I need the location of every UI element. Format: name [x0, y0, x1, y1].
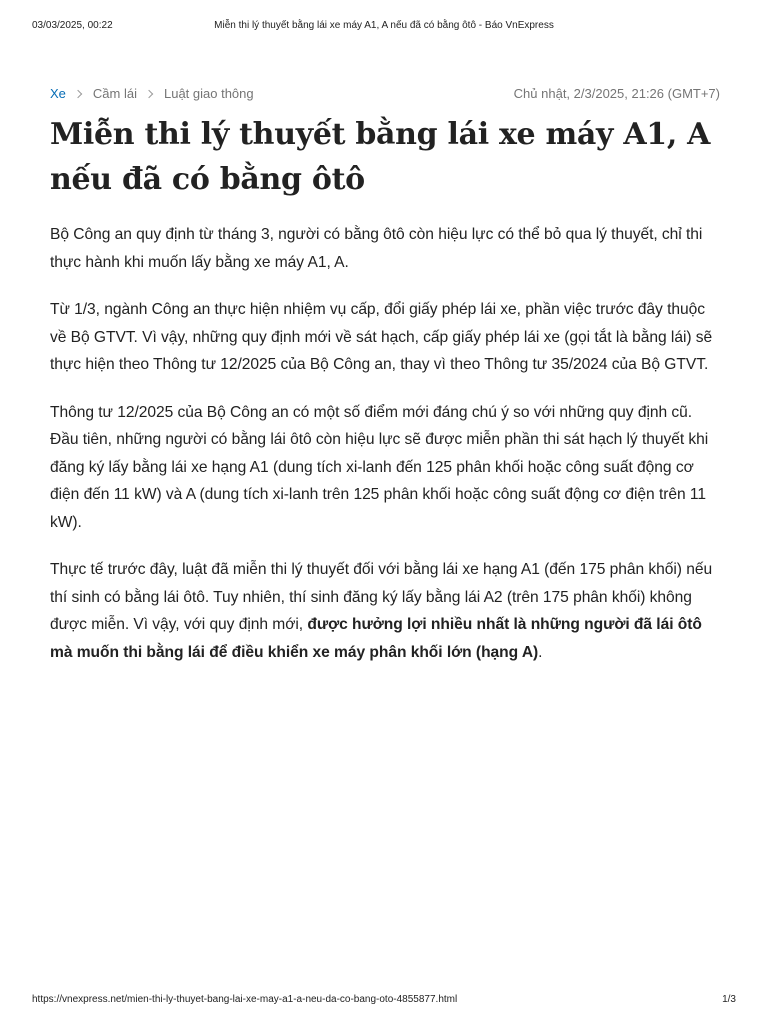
article-paragraph: Từ 1/3, ngành Công an thực hiện nhiệm vụ cấp, đổi giấy phép lái xe, phần việc trước đây thuộc về Bộ GTVT. Vì vậy, những quy định mới về sát hạch, cấp giấy phép lái xe (gọi tắt là bằng lái) sẽ thực hiện theo Thông tư 12/2025 của Bộ Công an, thay vì theo Thông tư 35/2024 của Bộ GTVT.	[50, 301, 713, 373]
breadcrumb	[50, 84, 254, 104]
print-header	[32, 19, 736, 33]
bold-highlight: được hưởng lợi nhiều nhất là những người đã lái ôtô mà muốn thi bằng lái để điều khiển xe máy phân khối lớn (hạng A)	[50, 616, 702, 661]
article-paragraph: Thông tư 12/2025 của Bộ Công an có một số điểm mới đáng chú ý so với những quy định cũ. Đầu tiên, những người có bằng lái ôtô còn hiệu lực sẽ được miễn phần thi sát hạch lý thuyết khi đăng ký lấy bằng lái xe hạng A1 (dung tích xi-lanh đến 125 phân khối hoặc công suất động cơ điện đến 11 kW) và A (dung tích xi-lanh trên 125 phân khối hoặc công suất động cơ điện trên 11 kW).	[50, 403, 709, 531]
print-page-title: Miễn thi lý thuyết bằng lái xe máy A1, A nếu đã có bằng ôtô - Báo VnExpress	[214, 20, 554, 31]
print-url: https://vnexpress.net/mien-thi-ly-thuyet-bang-lai-xe-may-a1-a-neu-da-co-bang-oto-4855877.html	[32, 994, 458, 1005]
article-meta	[50, 84, 720, 104]
article-paragraph	[50, 556, 720, 666]
chevron-right-icon	[74, 90, 82, 98]
print-footer	[32, 993, 736, 1007]
print-page-number: 1/3	[722, 994, 736, 1005]
breadcrumb-item-cam-lai[interactable]: Cầm lái	[92, 86, 137, 101]
chevron-right-icon	[145, 90, 153, 98]
article-headline: Miễn thi lý thuyết bằng lái xe máy A1, A nếu đã có bằng ôtô	[50, 117, 711, 197]
print-date: 03/03/2025, 00:22	[32, 20, 113, 31]
article-lead: Bộ Công an quy định từ tháng 3, người có bằng ôtô còn hiệu lực có thể bỏ qua lý thuyết, chỉ thi thực hành khi muốn lấy bằng xe máy A1, A.	[50, 226, 703, 271]
article	[50, 84, 720, 666]
paragraph-text: Thực tế trước đây, luật đã miễn thi lý thuyết đối với bằng lái xe hạng A1 (đến 175 phân khối) nếu thí sinh có bằng lái ôtô. Tuy nhiên, thí sinh đăng ký lấy bằng lái A2 (trên 175 phân khối) không được miễn. Vì vậy, với quy định mới,	[50, 561, 713, 633]
publish-date: Chủ nhật, 2/3/2025, 21:26 (GMT+7)	[513, 86, 720, 101]
breadcrumb-item-luat-giao-thong[interactable]: Luật giao thông	[163, 86, 254, 101]
paragraph-text: .	[538, 643, 543, 661]
breadcrumb-item-xe[interactable]: Xe	[50, 86, 66, 101]
